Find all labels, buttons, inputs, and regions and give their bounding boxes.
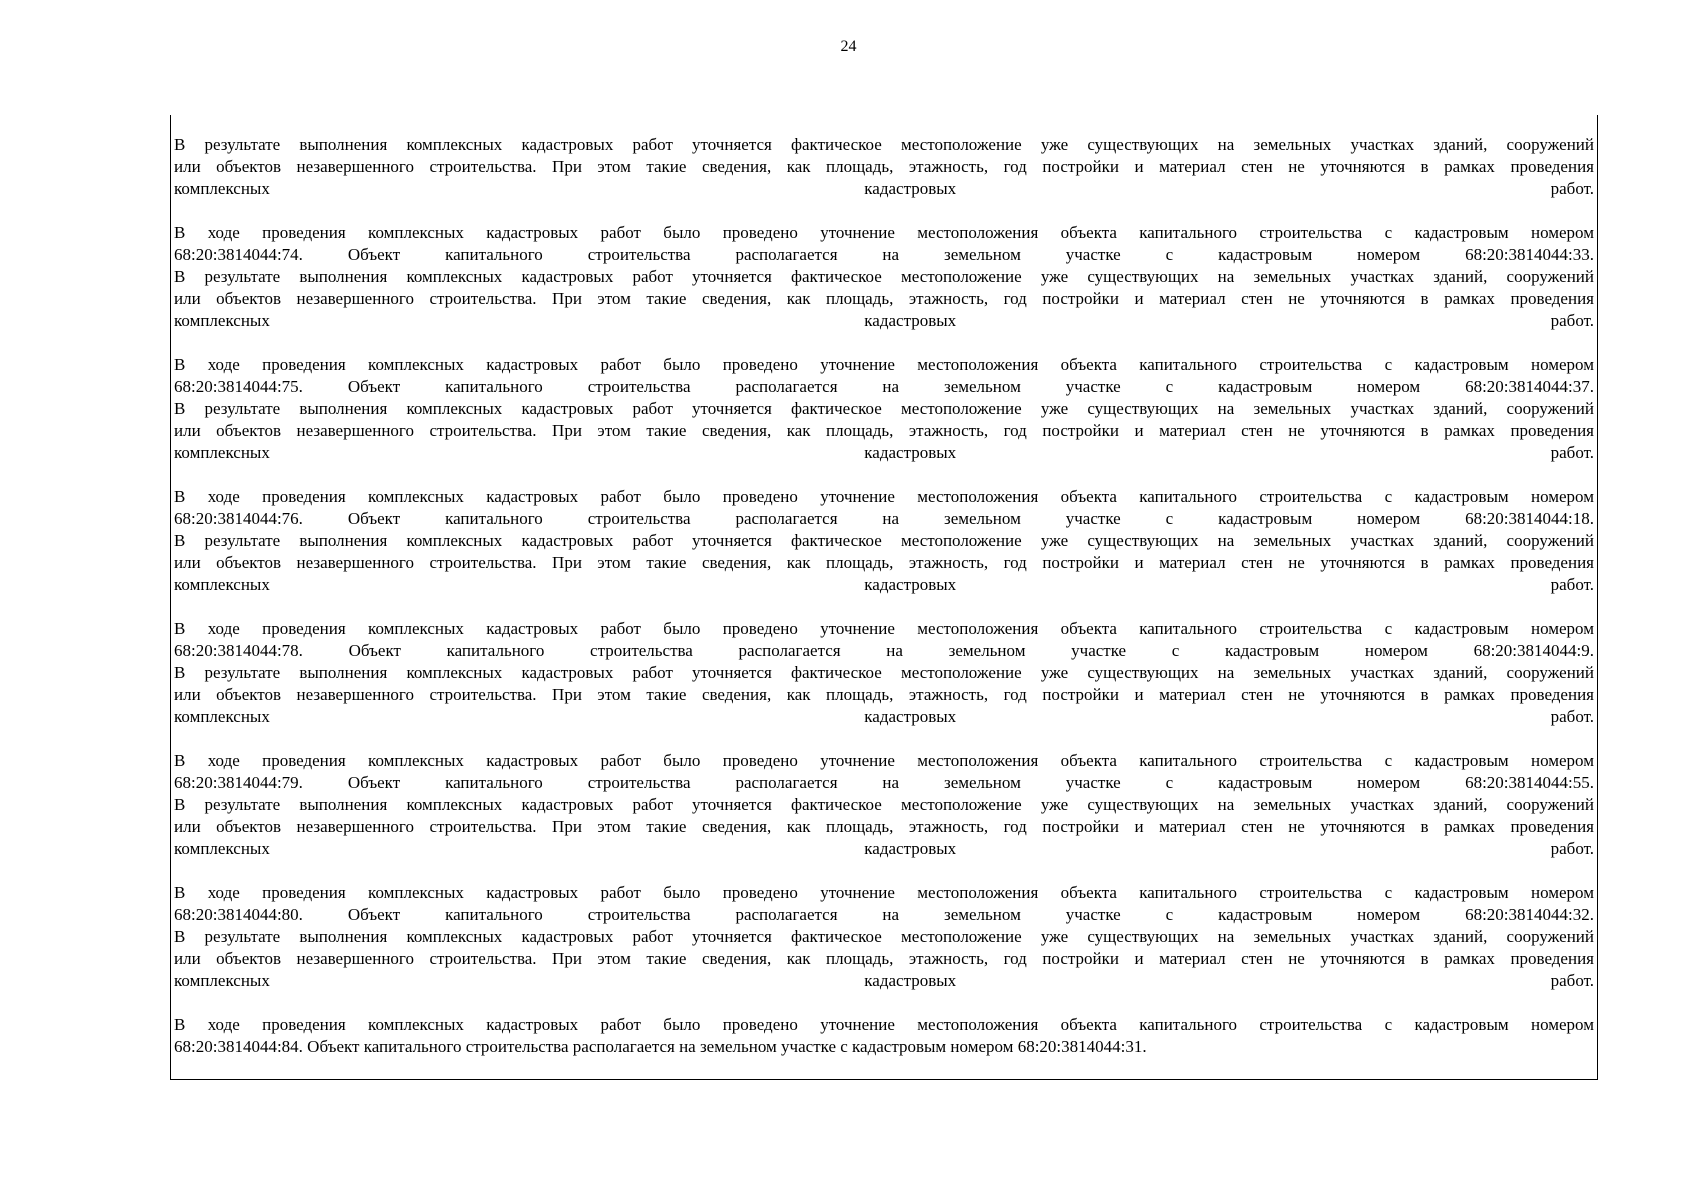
paragraph-line: комплексных кадастровых работ. [174,971,1594,990]
paragraph-line: В ходе проведения комплексных кадастровых работ было проведено уточнение местоположения объекта капитального строительства с кадастровым номером [174,619,1594,638]
paragraph-line: 68:20:3814044:78. Объект капитального строительства располагается на земельном участке с кадастровым номером 68:20:3814044:9. [174,641,1594,660]
document-frame [170,115,1598,1080]
paragraph-line: В результате выполнения комплексных кадастровых работ уточняется фактическое местоположение уже существующих на земельных участках зданий, сооружений [174,267,1594,286]
paragraph-line: или объектов незавершенного строительства. При этом такие сведения, как площадь, этажность, год постройки и материал стен не уточняются в рамках проведения [174,817,1594,836]
paragraph-line: В результате выполнения комплексных кадастровых работ уточняется фактическое местоположение уже существующих на земельных участках зданий, сооружений [174,927,1594,946]
paragraph-line: В ходе проведения комплексных кадастровых работ было проведено уточнение местоположения объекта капитального строительства с кадастровым номером [174,355,1594,374]
paragraph-line: или объектов незавершенного строительства. При этом такие сведения, как площадь, этажность, год постройки и материал стен не уточняются в рамках проведения [174,289,1594,308]
paragraph-line: или объектов незавершенного строительства. При этом такие сведения, как площадь, этажность, год постройки и материал стен не уточняются в рамках проведения [174,553,1594,572]
paragraph-line: В результате выполнения комплексных кадастровых работ уточняется фактическое местоположение уже существующих на земельных участках зданий, сооружений [174,399,1594,418]
paragraph-line: комплексных кадастровых работ. [174,707,1594,726]
paragraph [174,134,1594,200]
paragraph [174,222,1594,332]
paragraph-line: В результате выполнения комплексных кадастровых работ уточняется фактическое местоположение уже существующих на земельных участках зданий, сооружений [174,663,1594,682]
paragraph-line: или объектов незавершенного строительства. При этом такие сведения, как площадь, этажность, год постройки и материал стен не уточняются в рамках проведения [174,157,1594,176]
paragraph [174,882,1594,992]
paragraph-line: 68:20:3814044:75. Объект капитального строительства располагается на земельном участке с кадастровым номером 68:20:3814044:37. [174,377,1594,396]
paragraph-line: комплексных кадастровых работ. [174,839,1594,858]
paragraph [174,750,1594,860]
paragraph [174,618,1594,728]
document-body [174,134,1594,1080]
paragraph-line: 68:20:3814044:74. Объект капитального строительства располагается на земельном участке с кадастровым номером 68:20:3814044:33. [174,245,1594,264]
paragraph-line: комплексных кадастровых работ. [174,311,1594,330]
paragraph-line: В результате выполнения комплексных кадастровых работ уточняется фактическое местоположение уже существующих на земельных участках зданий, сооружений [174,135,1594,154]
paragraph-line: 68:20:3814044:80. Объект капитального строительства располагается на земельном участке с кадастровым номером 68:20:3814044:32. [174,905,1594,924]
paragraph-line: В ходе проведения комплексных кадастровых работ было проведено уточнение местоположения объекта капитального строительства с кадастровым номером [174,487,1594,506]
paragraph-line: В ходе проведения комплексных кадастровых работ было проведено уточнение местоположения объекта капитального строительства с кадастровым номером [174,883,1594,902]
paragraph [174,1014,1594,1058]
paragraph-line: В ходе проведения комплексных кадастровых работ было проведено уточнение местоположения объекта капитального строительства с кадастровым номером [174,751,1594,770]
paragraph-line: или объектов незавершенного строительства. При этом такие сведения, как площадь, этажность, год постройки и материал стен не уточняются в рамках проведения [174,685,1594,704]
paragraph-line: или объектов незавершенного строительства. При этом такие сведения, как площадь, этажность, год постройки и материал стен не уточняются в рамках проведения [174,421,1594,440]
paragraph-line: 68:20:3814044:76. Объект капитального строительства располагается на земельном участке с кадастровым номером 68:20:3814044:18. [174,509,1594,528]
paragraph-line: комплексных кадастровых работ. [174,575,1594,594]
paragraph-line: В результате выполнения комплексных кадастровых работ уточняется фактическое местоположение уже существующих на земельных участках зданий, сооружений [174,531,1594,550]
paragraph [174,486,1594,596]
paragraph-line: комплексных кадастровых работ. [174,443,1594,462]
paragraph-line: 68:20:3814044:84. Объект капитального строительства располагается на земельном участке с кадастровым номером 68:20:3814044:31. [174,1037,1147,1056]
paragraph-line: В результате выполнения комплексных кадастровых работ уточняется фактическое местоположение уже существующих на земельных участках зданий, сооружений [174,795,1594,814]
paragraph-line: В ходе проведения комплексных кадастровых работ было проведено уточнение местоположения объекта капитального строительства с кадастровым номером [174,223,1594,242]
page-number: 24 [840,38,857,55]
paragraph-line: 68:20:3814044:79. Объект капитального строительства располагается на земельном участке с кадастровым номером 68:20:3814044:55. [174,773,1594,792]
paragraph-line: или объектов незавершенного строительства. При этом такие сведения, как площадь, этажность, год постройки и материал стен не уточняются в рамках проведения [174,949,1594,968]
paragraph [174,354,1594,464]
paragraph-line: комплексных кадастровых работ. [174,179,1594,198]
paragraph-line: В ходе проведения комплексных кадастровых работ было проведено уточнение местоположения объекта капитального строительства с кадастровым номером [174,1015,1594,1034]
